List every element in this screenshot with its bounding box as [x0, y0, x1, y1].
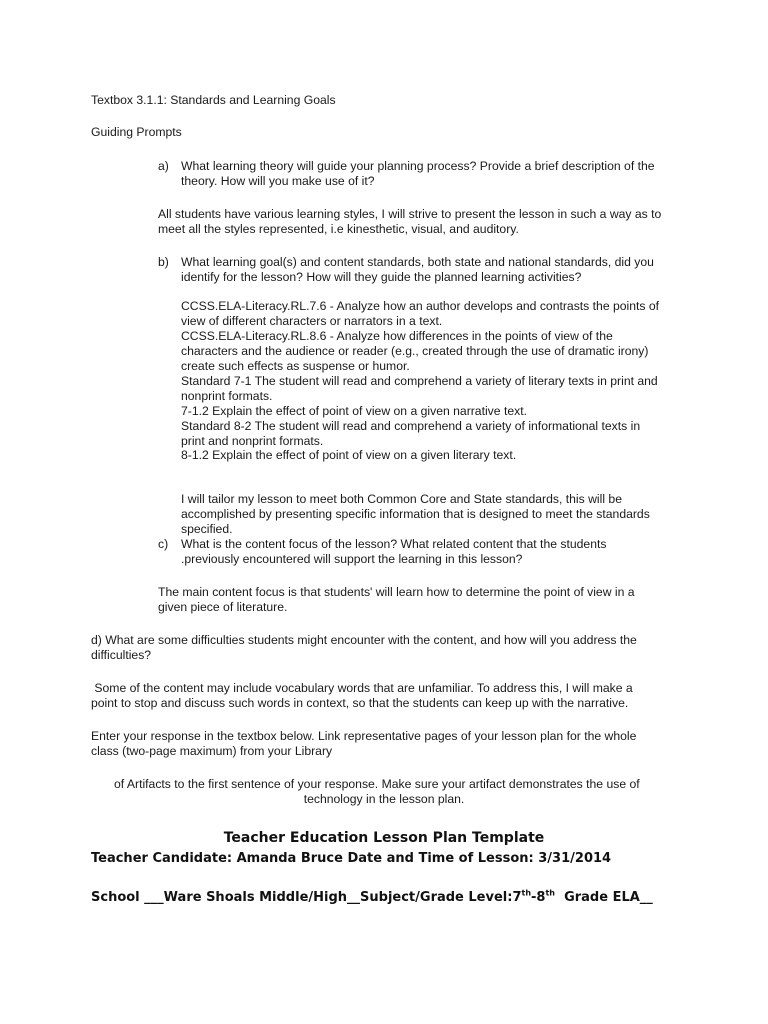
school-prefix: School ___Ware Shoals Middle/High__Subject/Grade Level:7: [91, 890, 522, 905]
standard-line: view of different characters or narrators in a text.: [181, 314, 443, 328]
answer-b-line-3: specified.: [181, 522, 233, 536]
standard-line: Standard 7-1 The student will read and comprehend a variety of literary texts in print and: [181, 374, 658, 388]
standard-line: Standard 8-2 The student will read and comprehend a variety of informational texts in: [181, 419, 641, 433]
prompt-c-line-1: What is the content focus of the lesson? What related content that the students: [181, 537, 607, 551]
answer-d-line-1: Some of the content may include vocabulary words that are unfamiliar. To address this, I will make a: [91, 681, 633, 695]
template-title: Teacher Education Lesson Plan Template: [223, 830, 545, 846]
prompt-a-line-2: theory. How will you make use of it?: [181, 174, 375, 188]
prompt-d-line-2: difficulties?: [91, 648, 152, 662]
grade-suffix-2: th: [545, 888, 556, 898]
grade-range-dash: -8: [531, 890, 546, 905]
school-suffix: Grade ELA__: [555, 890, 653, 905]
prompt-b-line-1: What learning goal(s) and content standards, both state and national standards, did you: [181, 255, 654, 269]
standard-line: 7-1.2 Explain the effect of point of view on a given narrative text.: [181, 404, 527, 418]
prompt-d-line-1: d) What are some difficulties students might encounter with the content, and how will you address the: [91, 633, 637, 647]
standard-line: create such effects as suspense or humor.: [181, 359, 410, 373]
answer-a-line-1: All students have various learning styles, I will strive to present the lesson in such a way as to: [158, 207, 662, 221]
answer-b-line-2: accomplished by presenting specific information that is designed to meet the standards: [181, 507, 650, 521]
answer-d-line-2: point to stop and discuss such words in context, so that the students can keep up with the narrative.: [91, 696, 629, 710]
prompt-b-label: b): [158, 255, 169, 269]
answer-a-line-2: meet all the styles represented, i.e kinesthetic, visual, and auditory.: [158, 222, 519, 236]
standard-line: nonprint formats.: [181, 389, 273, 403]
instructions-line-1: Enter your response in the textbox below. Link representative pages of your lesson plan for the whole: [91, 729, 637, 743]
prompt-b-line-2: identify for the lesson? How will they guide the planned learning activities?: [181, 270, 582, 284]
prompt-a-line-1: What learning theory will guide your planning process? Provide a brief description of the: [181, 159, 655, 173]
standard-line: CCSS.ELA-Literacy.RL.7.6 - Analyze how an author develops and contrasts the points of: [181, 299, 660, 313]
grade-suffix-1: th: [521, 888, 532, 898]
standard-line: 8-1.2 Explain the effect of point of view on a given literary text.: [181, 448, 517, 462]
standard-line: CCSS.ELA-Literacy.RL.8.6 - Analyze how differences in the points of view of the: [181, 329, 613, 343]
standard-line: print and nonprint formats.: [181, 434, 324, 448]
answer-c-line-2: given piece of literature.: [158, 600, 288, 614]
answer-c-line-1: The main content focus is that students' will learn how to determine the point of view in a: [158, 585, 635, 599]
textbox-title: Textbox 3.1.1: Standards and Learning Goals: [91, 93, 336, 107]
candidate-line: Teacher Candidate: Amanda Bruce Date and Time of Lesson: 3/31/2014: [91, 851, 612, 866]
prompt-c-line-2: .previously encountered will support the learning in this lesson?: [181, 552, 523, 566]
instructions-line-3: of Artifacts to the first sentence of your response. Make sure your artifact demonstrates the use of: [114, 777, 640, 791]
guiding-prompts-label: Guiding Prompts: [91, 125, 182, 139]
prompt-c-label: c): [158, 537, 169, 551]
standard-line: characters and the audience or reader (e.g., created through the use of dramatic irony): [181, 344, 649, 358]
school-line: [91, 890, 653, 905]
instructions-line-4: technology in the lesson plan.: [303, 792, 465, 806]
prompt-a-label: a): [158, 159, 169, 173]
answer-b-line-1: I will tailor my lesson to meet both Common Core and State standards, this will be: [181, 492, 622, 506]
instructions-line-2: class (two-page maximum) from your Library: [91, 744, 333, 758]
